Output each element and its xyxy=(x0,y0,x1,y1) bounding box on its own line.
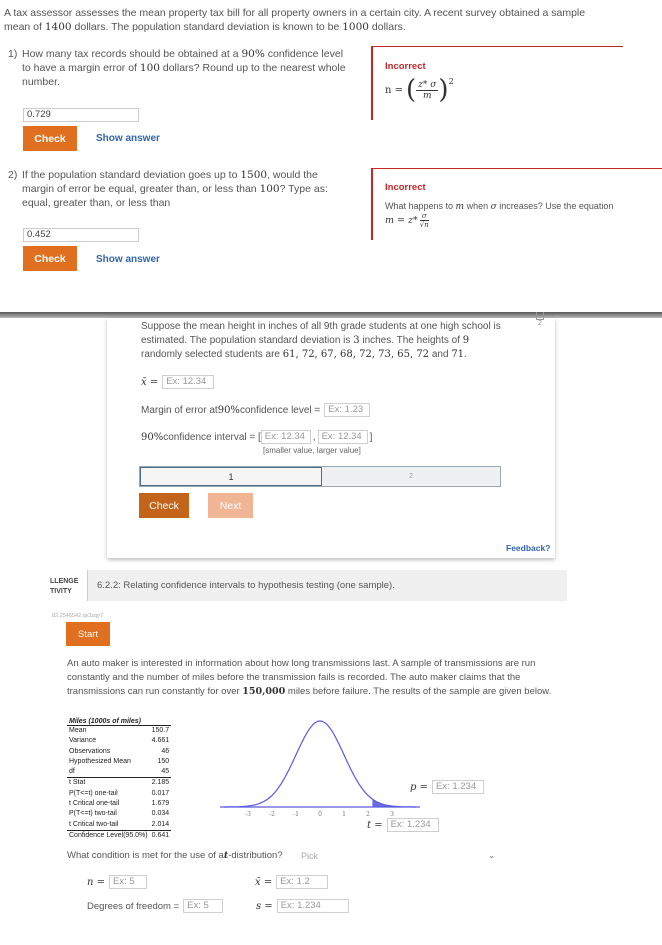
stats-row xyxy=(67,830,171,841)
stats-row-label: Variance xyxy=(69,737,97,745)
density-curve xyxy=(224,721,416,807)
stats-table-body xyxy=(67,726,171,841)
transmission-prompt: An auto maker is interested in information about how long transmissions last. A sample of transmissions are run constantly and the number of miles before the transmission fails is recorded. The auto maker claims that the transmissions can run constantly for over 150,000 miles before failure. The results of the sample are given below. xyxy=(67,658,552,697)
intro-line-1: A tax assessor assesses the mean property tax bill for all property owners in a certain city. A recent survey obtained a sample xyxy=(4,7,586,19)
p-value-row xyxy=(410,780,484,794)
question-2: 2) If the population standard deviation goes up to 1500, would the margin of error be equal, greater than, or less than 100? Type as: equal, greater than, or less than xyxy=(8,169,328,209)
axis-tick-label: 3 xyxy=(390,811,394,818)
axis-tick-label: -2 xyxy=(269,811,275,818)
margin-error-input[interactable]: Ex: 1.23 xyxy=(324,403,370,417)
ci-low-input[interactable]: Ex: 12.34 xyxy=(261,430,311,444)
q1-answer-input[interactable]: 0.729 xyxy=(23,108,139,122)
axis-tick-label: 2 xyxy=(366,811,370,818)
axis-tick-label: -3 xyxy=(245,811,251,818)
q2-check-button[interactable]: Check xyxy=(23,246,77,271)
stats-row xyxy=(67,747,171,757)
session-id: 82.2546542.qx3zqy7 xyxy=(52,613,104,619)
q2-answer-input[interactable]: 0.452 xyxy=(23,228,139,242)
xbar2-row: x̄ = Ex: 1.2 xyxy=(255,875,328,889)
q1-show-answer-link[interactable]: Show answer xyxy=(96,133,160,144)
stats-row xyxy=(67,789,171,799)
q2-feedback-equation: m = z* σ √n xyxy=(385,212,429,229)
question-1: 1) How many tax records should be obtained at a 90% confidence level to have a margin error of 100 dollars? Round up to the nearest whole number. xyxy=(8,48,346,88)
stats-row-label: Hypothesized Mean xyxy=(69,757,131,765)
challenge-header xyxy=(87,570,567,601)
stats-row-value: 150.7 xyxy=(151,727,170,734)
p-label: p = xyxy=(410,781,428,793)
q2-feedback-panel xyxy=(371,168,662,240)
xbar-row xyxy=(141,375,214,389)
q1-check-button[interactable]: Check xyxy=(23,126,77,151)
question-number: 1) xyxy=(8,48,18,60)
q1-feedback-panel xyxy=(371,46,623,120)
n-input[interactable]: Ex: 5 xyxy=(109,875,147,889)
activity-prompt: Suppose the mean height in inches of all 9th grade students at one high school is estimated. The population standard deviation is 3 inches. The heights of 9 randomly selected students are 61, 72, 67, 68, 72, 73, 65, 72 and 71. xyxy=(141,321,501,360)
stats-row-value: 1.679 xyxy=(151,800,170,808)
intro-line-2: mean of 1400 dollars. The population standard deviation is known to be 1000 dollars. xyxy=(4,21,406,33)
stats-table-header: Miles (1000s of miles) xyxy=(67,718,171,726)
stats-row xyxy=(67,799,171,809)
challenge-title: 6.2.2: Relating confidence intervals to hypothesis testing (one sample). xyxy=(97,580,395,591)
stats-row-value: 150 xyxy=(157,757,170,765)
p-value-input[interactable]: Ex: 1.234 xyxy=(432,780,484,794)
s-row: s = Ex: 1.234 xyxy=(256,899,349,913)
t-value-row xyxy=(367,818,439,832)
activity-next-button[interactable]: Next xyxy=(208,493,253,518)
axis-tick-label: -1 xyxy=(293,811,299,818)
stats-row-label: t Stat xyxy=(69,779,86,787)
stats-row-value: 46 xyxy=(161,747,170,755)
stats-row xyxy=(67,767,171,778)
feedback-link[interactable]: Feedback? xyxy=(506,543,551,553)
xbar-label: x̄ = xyxy=(141,376,159,388)
q2-feedback-hint: What happens to m when σ increases? Use the equation xyxy=(385,201,614,212)
stats-row xyxy=(67,778,171,789)
stats-row xyxy=(67,757,171,767)
axis-tick-label: 0 xyxy=(318,811,322,818)
ci-hint: [smaller value, larger value] xyxy=(263,446,361,455)
condition-select[interactable]: Pick ⌄ xyxy=(301,850,495,861)
stats-row xyxy=(67,820,171,831)
t-distribution-curve xyxy=(220,713,420,823)
ci-high-input[interactable]: Ex: 12.34 xyxy=(318,430,368,444)
question-number: 2) xyxy=(8,169,18,181)
stats-row-value: 45 xyxy=(161,768,170,776)
stats-row-label: Observations xyxy=(69,747,111,755)
t-label: t = xyxy=(367,819,383,831)
stats-row-value: 0.641 xyxy=(151,831,170,839)
xbar2-input[interactable]: Ex: 1.2 xyxy=(276,875,328,889)
q2-show-answer-link[interactable]: Show answer xyxy=(96,254,160,265)
stats-table xyxy=(67,718,171,841)
chevron-down-icon: ⌄ xyxy=(488,851,495,860)
progress-bar xyxy=(139,466,501,487)
stats-row xyxy=(67,736,171,746)
stats-row-value: 2.185 xyxy=(151,779,170,787)
axis-tick-labels xyxy=(245,811,394,818)
progress-step-2[interactable]: 2 xyxy=(322,467,500,486)
stats-row-label: Confidence Level(95.0%) xyxy=(69,831,148,839)
df-input[interactable]: Ex: 5 xyxy=(183,899,223,913)
activity-check-button[interactable]: Check xyxy=(139,493,189,518)
stats-row-value: 0.034 xyxy=(151,810,170,818)
condition-row: What condition is met for the use of a t -distribution? xyxy=(67,850,283,861)
q2-feedback-title: Incorrect xyxy=(385,182,426,193)
df-row: Degrees of freedom = Ex: 5 xyxy=(87,899,223,913)
confidence-interval-row: 90% confidence interval = [ Ex: 12.34 , Ex: 12.34 ] xyxy=(141,431,373,443)
stats-row-label: df xyxy=(69,768,75,776)
stats-row-value: 2.014 xyxy=(151,820,170,828)
stats-row-label: P(T<=t) two-tail xyxy=(69,810,117,818)
stats-row-value: 0.017 xyxy=(151,789,170,797)
stats-row-label: P(T<=t) one-tail xyxy=(69,789,118,797)
stats-row xyxy=(67,809,171,819)
stats-row xyxy=(67,726,171,736)
progress-step-1[interactable]: 1 xyxy=(140,467,322,486)
margin-error-row: Margin of error at 90% confidence level = Ex: 1.23 xyxy=(141,403,370,417)
n-row: n = Ex: 5 xyxy=(87,875,147,889)
q1-feedback-formula: n = ( z* σ m ) 2 xyxy=(385,75,454,105)
s-input[interactable]: Ex: 1.234 xyxy=(277,899,349,913)
t-value-input[interactable]: Ex: 1.234 xyxy=(387,818,439,832)
problem-intro xyxy=(4,6,654,34)
stats-row-label: t Critical one-tail xyxy=(69,800,120,808)
axis-tick-label: 1 xyxy=(342,811,346,818)
stats-row-label: t Critical two-tail xyxy=(69,820,119,828)
stats-row-label: Mean xyxy=(69,727,87,734)
xbar-input[interactable]: Ex: 12.34 xyxy=(162,375,214,389)
start-button[interactable]: Start xyxy=(66,622,110,646)
activity-corner-icon: 2 xyxy=(536,312,544,327)
stats-row-value: 4.661 xyxy=(151,737,170,745)
q1-feedback-title: Incorrect xyxy=(385,61,426,72)
challenge-side-label: LLENGE TIVITY xyxy=(50,578,79,595)
